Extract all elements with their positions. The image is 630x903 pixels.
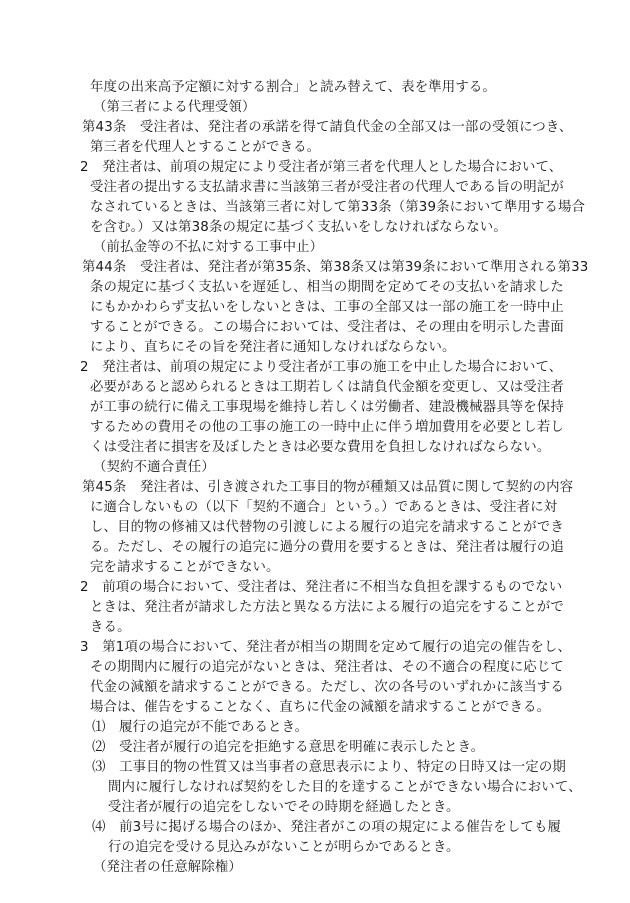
- text-line: するための費用その他の工事の施工の一時中止に伴う増加費用を必要とし若し: [90, 420, 564, 435]
- text-line: 条の規定に基づく支払いを遅延し、相当の期間を定めてその支払いを請求した: [90, 280, 564, 295]
- text-line: することができる。この場合においては、受注者は、その理由を明示した書面: [90, 320, 564, 335]
- section-heading: （契約不適合責任）: [93, 460, 215, 475]
- text-line: 受注者の提出する支払請求書に当該第三者が受注者の代理人である旨の明記が: [90, 180, 564, 195]
- text-line: くは受注者に損害を及ぼしたときは必要な費用を負担しなければならない。: [90, 440, 551, 455]
- text-line: 必要があると認められるときは工期若しくは請負代金額を変更し、又は受注者: [90, 380, 564, 395]
- list-item: ⑷ 前3号に掲げる場合のほか、発注者がこの項の規定による催告をしても履: [92, 820, 562, 835]
- paragraph-line: 2 発注者は、前項の規定により受注者が工事の施工を中止した場合において、: [80, 360, 563, 375]
- text-line: 完を請求することができない。: [90, 560, 280, 575]
- article-44-line: 第44条 受注者は、発注者が第35条、第38条又は第39条において準用される第33: [82, 260, 589, 275]
- section-heading: （前払金等の不払に対する工事中止）: [93, 240, 324, 255]
- list-item-continuation: 間内に履行しなければ契約をした目的を達することができない場合において、: [108, 780, 582, 795]
- list-item: ⑶ 工事目的物の性質又は当事者の意思表示により、特定の日時又は一定の期: [92, 760, 566, 775]
- text-line: なされているときは、当該第三者に対して第33条（第39条において準用する場合: [90, 200, 586, 215]
- list-item-continuation: 受注者が履行の追完をしないでその時期を経過したとき。: [108, 800, 460, 815]
- text-line: にもかかわらず支払いをしないときは、工事の全部又は一部の施工を一時中止: [90, 300, 564, 315]
- list-item: ⑵ 受注者が履行の追完を拒絶する意思を明確に表示したとき。: [92, 740, 485, 755]
- text-line: 場合は、催告をすることなく、直ちに代金の減額を請求することができる。: [90, 700, 551, 715]
- paragraph-line: 2 前項の場合において、受注者は、発注者に不相当な負担を課するものでない: [80, 580, 563, 595]
- article-45-line: 第45条 発注者は、引き渡された工事目的物が種類又は品質に関して契約の内容: [82, 480, 574, 495]
- article-43-line: 第43条 受注者は、発注者の承諾を得て請負代金の全部又は一部の受領につき、: [82, 120, 573, 135]
- text-line: 第三者を代理人とすることができる。: [90, 140, 321, 155]
- list-item: ⑴ 履行の追完が不能であるとき。: [92, 720, 309, 735]
- text-line: が工事の続行に備え工事現場を維持し若しくは労働者、建設機械器具等を保持: [90, 400, 564, 415]
- text-line: し、目的物の修補又は代替物の引渡しによる履行の追完を請求することができ: [90, 520, 564, 535]
- text-line: その期間内に履行の追完がないときは、発注者は、その不適合の程度に応じて: [90, 660, 564, 675]
- text-line: る。ただし、その履行の追完に過分の費用を要するときは、発注者は履行の追: [90, 540, 564, 555]
- text-line: きる。: [90, 620, 131, 635]
- paragraph-line: 3 第1項の場合において、発注者が相当の期間を定めて履行の追完の催告をし、: [80, 640, 571, 655]
- list-item-continuation: 行の追完を受ける見込みがないことが明らかであるとき。: [108, 840, 460, 855]
- text-line: ときは、発注者が請求した方法と異なる方法による履行の追完をすることがで: [90, 600, 564, 615]
- section-heading: （第三者による代理受領）: [93, 100, 256, 115]
- text-line: に適合しないもの（以下「契約不適合」という。）であるときは、受注者に対: [90, 500, 558, 515]
- section-heading: （発注者の任意解除権）: [93, 860, 242, 875]
- text-line: 代金の減額を請求することができる。ただし、次の各号のいずれかに該当する: [90, 680, 564, 695]
- text-line: を含む。）又は第38条の規定に基づく支払いをしなければならない。: [90, 220, 507, 235]
- text-line: により、直ちにその旨を発注者に通知しなければならない。: [90, 340, 456, 355]
- paragraph-line: 2 発注者は、前項の規定により受注者が第三者を代理人とした場合において、: [80, 160, 563, 175]
- text-line: 年度の出来高予定額に対する割合」と読み替えて、表を準用する。: [90, 80, 496, 95]
